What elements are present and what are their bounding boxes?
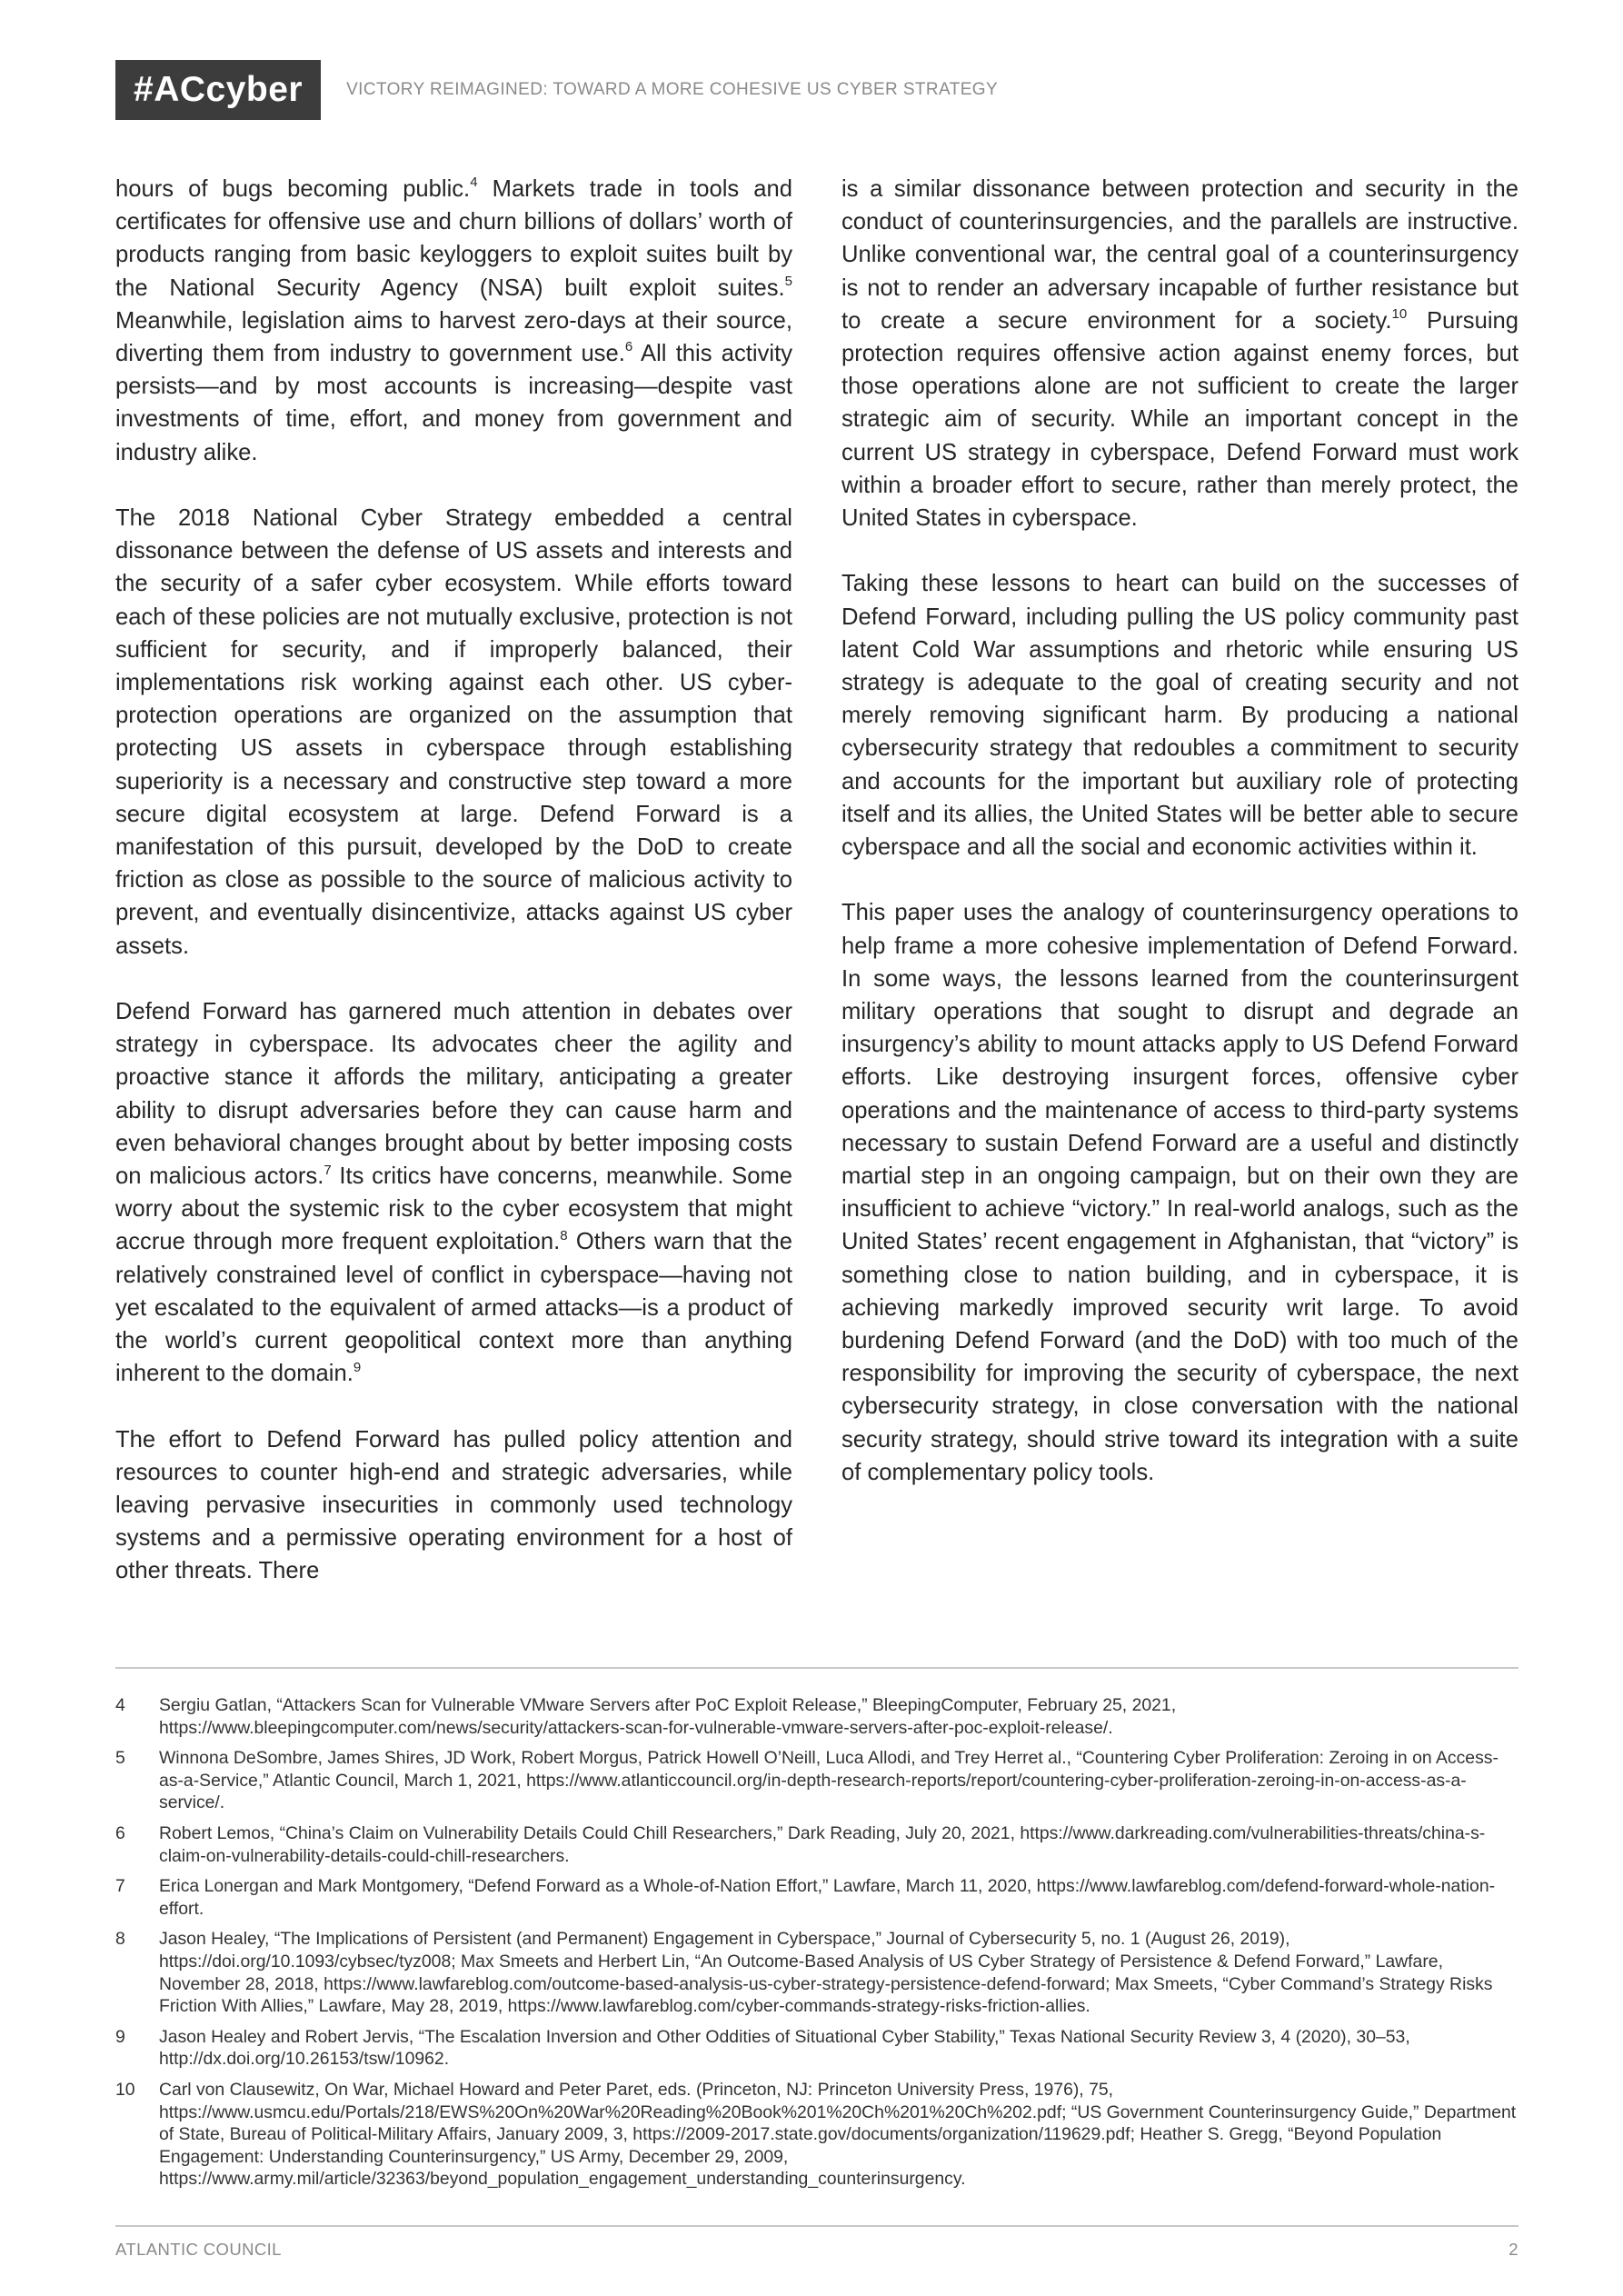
paragraph: This paper uses the analogy of counterinsurgency operations to help frame a more cohesive implementation of Defend Forward. In some ways, the lessons learned from the counterinsurgent military operations that sought to disrupt and degrade an insurgency’s ability to mount attacks apply to US Defend Forward efforts. Like destroying insurgent forces, offensive cyber operations and the maintenance of access to third-party systems necessary to sustain Defend Forward are a useful and distinctly martial step in an ongoing campaign, but on their own they are insufficient to achieve “victory.” In real-world analogs, such as the United States’ recent engagement in Afghanistan, that “victory” is something close to nation building, and in cyberspace, it is achieving markedly improved security writ large. To avoid burdening Defend Forward (and the DoD) with too much of the responsibility for improving the security of cyberspace, the next cybersecurity strategy, in close conversation with the national security strategy, should strive toward its integration with a suite of complementary policy tools. (841, 900, 1518, 1485)
paragraph: Taking these lessons to heart can build on the successes of Defend Forward, including pulling the US policy community past latent Cold War assumptions and rhetoric while ensuring US strategy is adequate to the goal of creating security and not merely removing significant harm. By producing a national cybersecurity strategy that redoubles a commitment to security and accounts for the important but auxiliary role of protecting itself and its allies, the United States will be better able to secure cyberspace and all the social and economic activities within it. (841, 571, 1518, 861)
footnotes (115, 1694, 1518, 2199)
footnote-number: 9 (115, 2026, 125, 2047)
footnote-ref[interactable]: 8 (560, 1227, 568, 1243)
footnote (115, 2026, 1518, 2071)
page-header (115, 60, 998, 120)
paragraph: The 2018 National Cyber Strategy embedded a central dissonance between the defense of US assets and interests and the security of a safer cyber ecosystem. While efforts toward each of these policies are not mutually exclusive, protection is not sufficient for security, and if improperly balanced, their implementations risk working against each other. US cyber-protection operations are organized on the assumption that protecting US assets in cyberspace through establishing superiority is a necessary and constructive step toward a more secure digital ecosystem at large. Defend Forward is a manifestation of this pursuit, developed by the DoD to create friction as close as possible to the source of malicious activity to prevent, and eventually disincentivize, attacks against US cyber assets. (115, 505, 792, 959)
footnote (115, 1822, 1518, 1867)
footnote-ref[interactable]: 10 (1391, 306, 1408, 323)
left-column (115, 173, 792, 1588)
paragraph: is a similar dissonance between protection and security in the conduct of counterinsurgencies, and the parallels are instructive. Unlike conventional war, the central goal of a counterinsurgency is not to render an adversary incapable of further resistance but to create a secure environment for a society.$^{10}$ Pursuing protection requires offensive action against enemy forces, but those operations alone are not sufficient to create the larger strategic aim of security. While an important concept in the current US strategy in cyberspace, Defend Forward must work within a broader effort to secure, rather than merely protect, the United States in cyberspace. (841, 176, 1518, 532)
footnote-ref[interactable]: 4 (470, 175, 478, 191)
footnote (115, 1928, 1518, 2017)
footnote-ref[interactable]: 9 (353, 1359, 362, 1375)
footnote-text: Sergiu Gatlan, “Attackers Scan for Vulnerable VMware Servers after PoC Exploit Release,” BleepingComputer, February 25, 2021, https://www.bleepingcomputer.com/news/security/attackers-scan-for-vulnerable-vmware-servers-after-poc-exploit-release/. (159, 1695, 1177, 1738)
paragraph: Defend Forward has garnered much attention in debates over strategy in cyberspace. Its advocates cheer the agility and proactive stance it affords the military, anticipating a greater ability to disrupt adversaries before they can cause harm and even behavioral changes brought about by better imposing costs on malicious actors.$^7$ Its critics have concerns, meanwhile. Some worry about the systemic risk to the cyber ecosystem that might accrue through more frequent exploitation.$^8$ Others warn that the relatively constrained level of conflict in cyberspace—having not yet escalated to the equivalent of armed attacks—is a product of the world’s current geopolitical context more than anything inherent to the domain.$^9$ (115, 999, 792, 1387)
footer-divider (115, 2225, 1518, 2227)
footnote-text: Robert Lemos, “China’s Claim on Vulnerability Details Could Chill Researchers,” Dark Reading, July 20, 2021, https://www.darkreading.com/vulnerabilities-threats/china-s-claim-on-vulnerability-details-could-chill-researchers. (159, 1822, 1486, 1866)
paragraph: hours of bugs becoming public.$^4$ Markets trade in tools and certificates for offensive use and churn billions of dollars’ worth of products ranging from basic keyloggers to exploit suites built by the National Security Agency (NSA) built exploit suites.$^5$ Meanwhile, legislation aims to harvest zero-days at their source, diverting them from industry to government use.$^6$ All this activity persists—and by most accounts is increasing—despite vast investments of time, effort, and money from government and industry alike. (115, 175, 793, 465)
footnote-text: Jason Healey, “The Implications of Persistent (and Permanent) Engagement in Cyberspace,” Journal of Cybersecurity 5, no. 1 (August 26, 2019), https://doi.org/10.1093/cybsec/tyz008; Max Smeets and Herbert Lin, “An Outcome-Based Analysis of US Cyber Strategy of Persistence & Defend Forward,” Lawfare, November 28, 2018, https://www.lawfareblog.com/outcome-based-analysis-us-cyber-strategy-persistence-defend-forward; Max Smeets, “Cyber Command’s Strategy Risks Friction With Allies,” Lawfare, May 28, 2019, https://www.lawfareblog.com/cyber-commands-strategy-risks-friction-allies. (159, 1929, 1493, 2017)
footnote (115, 1747, 1518, 1814)
page-number: 2 (1508, 2240, 1518, 2259)
running-title: VICTORY REIMAGINED: TOWARD A MORE COHESIVE US CYBER STRATEGY (346, 80, 999, 99)
footnote-ref[interactable]: 7 (324, 1162, 332, 1178)
footnote-divider (115, 1667, 1518, 1669)
right-column (841, 173, 1518, 1489)
footnote-number: 8 (115, 1929, 125, 1950)
footnote-ref[interactable]: 5 (784, 274, 792, 290)
hashtag-badge: #ACcyber (115, 60, 321, 120)
footnote-number: 10 (115, 2079, 135, 2100)
page-footer (115, 2236, 1518, 2263)
paragraph: The effort to Defend Forward has pulled policy attention and resources to counter high-end and strategic adversaries, while leaving pervasive insecurities in commonly used technology systems and a permissive operating environment for a host of other threats. There (115, 1426, 792, 1584)
footnote-number: 6 (115, 1822, 125, 1843)
footnote-number: 4 (115, 1695, 125, 1715)
footnote-number: 5 (115, 1748, 125, 1769)
footnote-text: Winnona DeSombre, James Shires, JD Work, Robert Morgus, Patrick Howell O’Neill, Luca Allodi, and Trey Herret al., “Countering Cyber Proliferation: Zeroing in on Access-as-a-Service,” Atlantic Council, March 1, 2021, https://www.atlanticcouncil.org/in-depth-research-reports/report/countering-cyber-proliferation-zeroing-in-on-access-as-a-service/. (159, 1748, 1499, 1813)
footnote (115, 1875, 1518, 1920)
footnote-ref[interactable]: 6 (624, 339, 633, 355)
footnote-number: 7 (115, 1876, 125, 1897)
footnote-text: Jason Healey and Robert Jervis, “The Escalation Inversion and Other Oddities of Situational Cyber Stability,” Texas National Security Review 3, 4 (2020), 30–53, http://dx.doi.org/10.26153/tsw/10962. (159, 2026, 1410, 2070)
footnote (115, 1694, 1518, 1739)
footnote-text: Erica Lonergan and Mark Montgomery, “Defend Forward as a Whole-of-Nation Effort,” Lawfare, March 11, 2020, https://www.lawfareblog.com/defend-forward-whole-nation-effort. (159, 1876, 1496, 1919)
footer-org: ATLANTIC COUNCIL (115, 2240, 282, 2259)
footnote (115, 2079, 1518, 2191)
footnote-text: Carl von Clausewitz, On War, Michael Howard and Peter Paret, eds. (Princeton, NJ: Princeton University Press, 1976), 75, https://www.usmcu.edu/Portals/218/EWS%20On%20War%20Reading%20Book%201%20Ch%201%20Ch%202.pdf; “US Government Counterinsurgency Guide,” Department of State, Bureau of Political-Military Affairs, January 2009, 3, https://2009-2017.state.gov/documents/organization/119629.pdf; Heather S. Gregg, “Beyond Population Engagement: Understanding Counterinsurgency,” US Army, December 29, 2009, https://www.army.mil/article/32363/beyond_population_engagement_understanding_counterinsurgency. (159, 2079, 1517, 2190)
